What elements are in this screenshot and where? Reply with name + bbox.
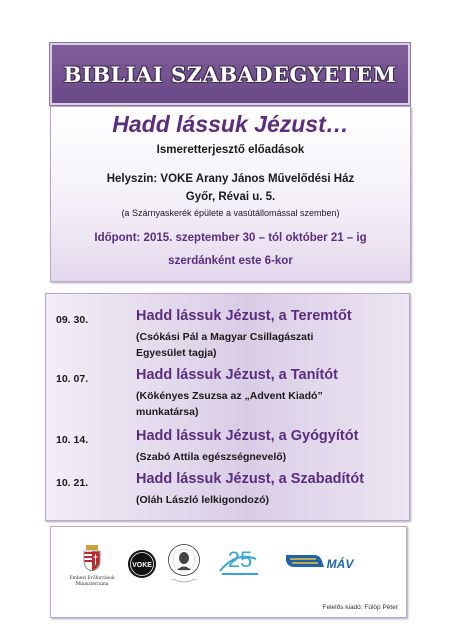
mav-text: MÁV: [326, 557, 354, 571]
arany-janos-seal-icon: [167, 543, 201, 587]
speaker-line-2: munkatársa): [136, 406, 199, 418]
publisher-credit: Felelős kiadó: Fülöp Péter: [322, 604, 398, 611]
event-title: Hadd lássuk Jézust…: [112, 111, 349, 137]
hungarian-coat-of-arms-icon: [82, 545, 102, 571]
speaker-line-1: (Szabó Attila egészségnevelő): [136, 451, 287, 463]
event-subtitle: Ismeretterjesztő előadások: [156, 144, 305, 156]
session-date: 10. 14.: [56, 434, 89, 446]
header-title: BIBLIAI SZABADEGYETEM: [63, 61, 397, 87]
sponsors-box: [50, 526, 407, 618]
session-title: Hadd lássuk Jézust, a Tanítót: [136, 367, 338, 383]
ministry-text: [69, 576, 115, 588]
session-title: Hadd lássuk Jézust, a Teremtőt: [136, 308, 352, 324]
session-speaker: [136, 388, 401, 420]
speaker-line-1: (Kökényes Zsuzsa az „Advent Kiadó”: [136, 390, 323, 402]
mav-logo-icon: [284, 545, 356, 581]
venue-line-2: Győr, Révai u. 5.: [185, 191, 276, 203]
speaker-line-2: Egyesület tagja): [136, 347, 217, 359]
anniv-text: 25: [227, 547, 253, 572]
25-anniversary-logo-icon: [216, 541, 264, 581]
session-title: Hadd lássuk Jézust, a Szabadítót: [136, 471, 365, 487]
venue-note: (a Szárnyaskerék épülete a vasútállomással szemben): [121, 208, 340, 218]
speaker-line-1: (Oláh László lelkigondozó): [136, 494, 270, 506]
session-speaker: [136, 492, 401, 508]
session-title: Hadd lássuk Jézust, a Gyógyítót: [136, 428, 359, 444]
session-date: 10. 07.: [56, 373, 89, 385]
ministry-line-1: Emberi Erőforrások: [69, 576, 115, 581]
session-date: 10. 21.: [56, 477, 89, 489]
ministry-logo: [69, 545, 115, 601]
voke-text: VOKE: [132, 562, 152, 569]
session-date: 09. 30.: [56, 314, 89, 326]
ministry-line-2: Minisztériuma: [75, 582, 109, 587]
header-banner: [50, 43, 410, 105]
venue-line-1: Helyszin: VOKE Arany János Művelődési Ház: [106, 173, 355, 185]
voke-logo-icon: [127, 549, 157, 579]
session-speaker: [136, 449, 401, 465]
session-speaker: [136, 329, 401, 361]
schedule-box: [45, 293, 410, 521]
speaker-line-1: (Csókási Pál a Magyar Csillagászati: [136, 331, 314, 343]
time-line-1: Időpont: 2015. szeptember 30 – tól október 21 – ig: [94, 232, 367, 244]
time-line-2: szerdánként este 6-kor: [168, 255, 293, 267]
event-info-box: [50, 106, 411, 282]
